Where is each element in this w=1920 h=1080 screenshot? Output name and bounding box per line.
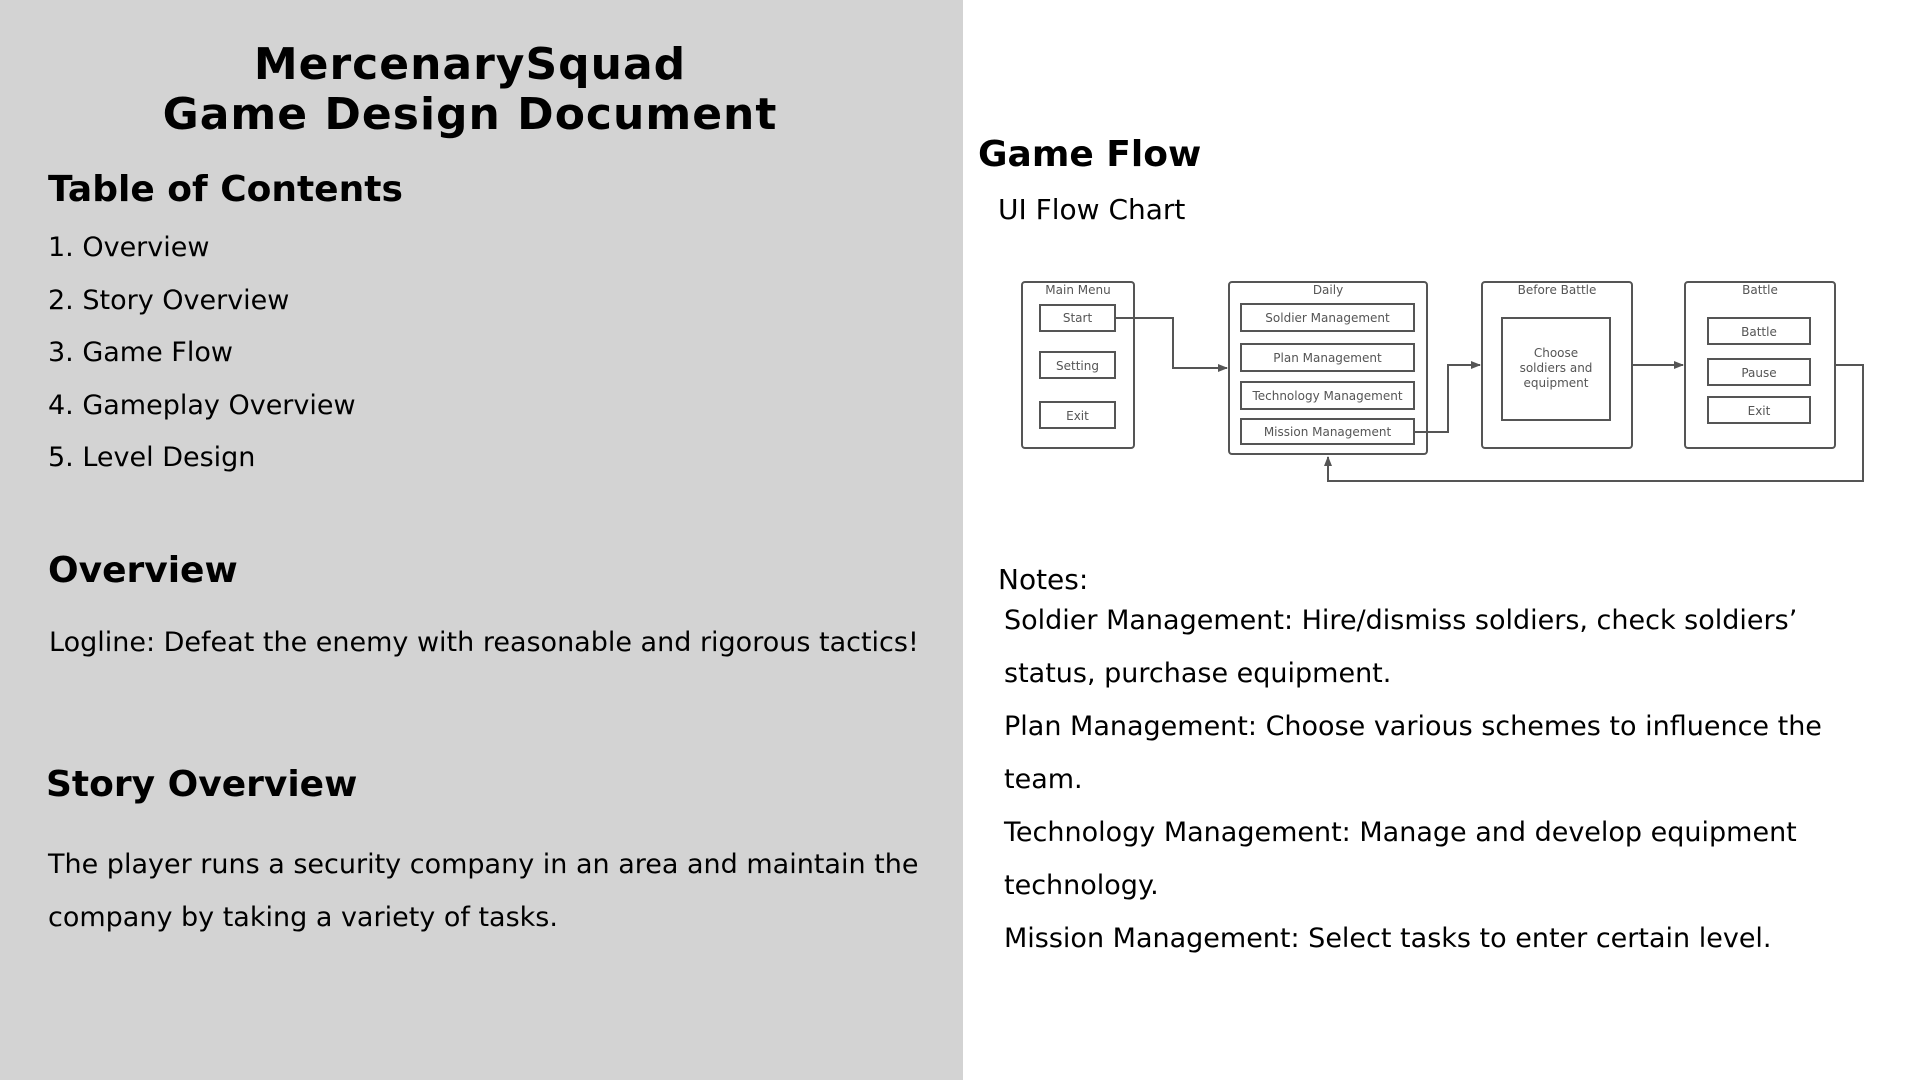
note-technology-management-line-1: Technology Management: Manage and develop equipment — [1004, 817, 1797, 848]
toc-item-game-flow[interactable]: 3. Game Flow — [48, 337, 233, 368]
svg-text:Mission Management: Mission Management — [1263, 425, 1392, 439]
battle-pause-node — [1708, 359, 1810, 385]
battle-exit-node — [1708, 397, 1810, 423]
flow-box-battle — [1685, 282, 1835, 448]
main-menu-start-node — [1040, 305, 1115, 331]
overview-logline: Logline: Defeat the enemy with reasonable and rigorous tactics! — [49, 627, 919, 658]
before-battle-content-line-3: equipment — [1523, 376, 1589, 390]
svg-text:Exit: Exit — [1747, 404, 1771, 418]
main-menu-title: Main Menu — [1045, 283, 1111, 297]
toc-heading: Table of Contents — [48, 169, 403, 210]
svg-text:Technology Management: Technology Management — [1252, 389, 1403, 403]
notes-label: Notes: — [998, 563, 1089, 596]
game-flow-heading: Game Flow — [978, 134, 1202, 175]
battle-title: Battle — [1742, 283, 1778, 297]
ui-flow-chart-label: UI Flow Chart — [998, 193, 1186, 226]
main-menu-exit-node — [1040, 402, 1115, 428]
svg-text:Exit: Exit — [1066, 409, 1089, 423]
note-technology-management-line-2: technology. — [1004, 870, 1159, 901]
svg-text:Start: Start — [1062, 311, 1093, 325]
toc-item-level-design[interactable]: 5. Level Design — [48, 442, 256, 473]
main-menu-setting-node — [1040, 352, 1115, 378]
story-line-2: company by taking a variety of tasks. — [48, 902, 558, 933]
daily-plan-management-node — [1241, 344, 1414, 371]
note-mission-management: Mission Management: Select tasks to enter certain level. — [1004, 923, 1772, 954]
story-overview-heading: Story Overview — [46, 764, 358, 805]
svg-text:Pause: Pause — [1741, 366, 1777, 380]
toc-list — [48, 222, 356, 485]
flow-box-main-menu — [1022, 282, 1134, 448]
before-battle-title: Before Battle — [1517, 283, 1597, 297]
toc-item-overview[interactable]: 1. Overview — [48, 232, 210, 263]
ui-flow-chart — [1020, 276, 1880, 496]
note-plan-management-line-1: Plan Management: Choose various schemes to influence the — [1004, 711, 1822, 742]
note-plan-management-line-2: team. — [1004, 764, 1083, 795]
flow-box-daily — [1229, 282, 1427, 454]
document-title — [0, 40, 940, 140]
battle-battle-node — [1708, 318, 1810, 344]
note-soldier-management-line-2: status, purchase equipment. — [1004, 658, 1392, 689]
svg-text:Battle: Battle — [1741, 325, 1777, 339]
story-line-1: The player runs a security company in an area and maintain the — [48, 849, 919, 880]
daily-mission-management-node — [1241, 419, 1414, 444]
svg-text:Setting: Setting — [1056, 359, 1099, 373]
notes-list — [1004, 594, 1884, 965]
note-soldier-management-line-1: Soldier Management: Hire/dismiss soldiers, check soldiers’ — [1004, 605, 1798, 636]
flow-box-before-battle — [1482, 282, 1632, 448]
before-battle-content-line-2: soldiers and — [1519, 361, 1593, 375]
overview-heading: Overview — [48, 550, 238, 591]
daily-title: Daily — [1312, 283, 1344, 297]
svg-text:Plan Management: Plan Management — [1273, 351, 1382, 365]
svg-text:Soldier Management: Soldier Management — [1265, 311, 1390, 325]
toc-item-gameplay-overview[interactable]: 4. Gameplay Overview — [48, 389, 356, 421]
story-overview-text — [48, 838, 918, 944]
toc-item-story-overview[interactable]: 2. Story Overview — [48, 284, 290, 316]
title-line-2: Game Design Document — [162, 89, 778, 140]
daily-soldier-management-node — [1241, 304, 1414, 331]
title-line-1: MercenarySquad — [253, 39, 687, 90]
daily-technology-management-node — [1241, 382, 1414, 409]
before-battle-content-line-1: Choose — [1533, 346, 1579, 360]
